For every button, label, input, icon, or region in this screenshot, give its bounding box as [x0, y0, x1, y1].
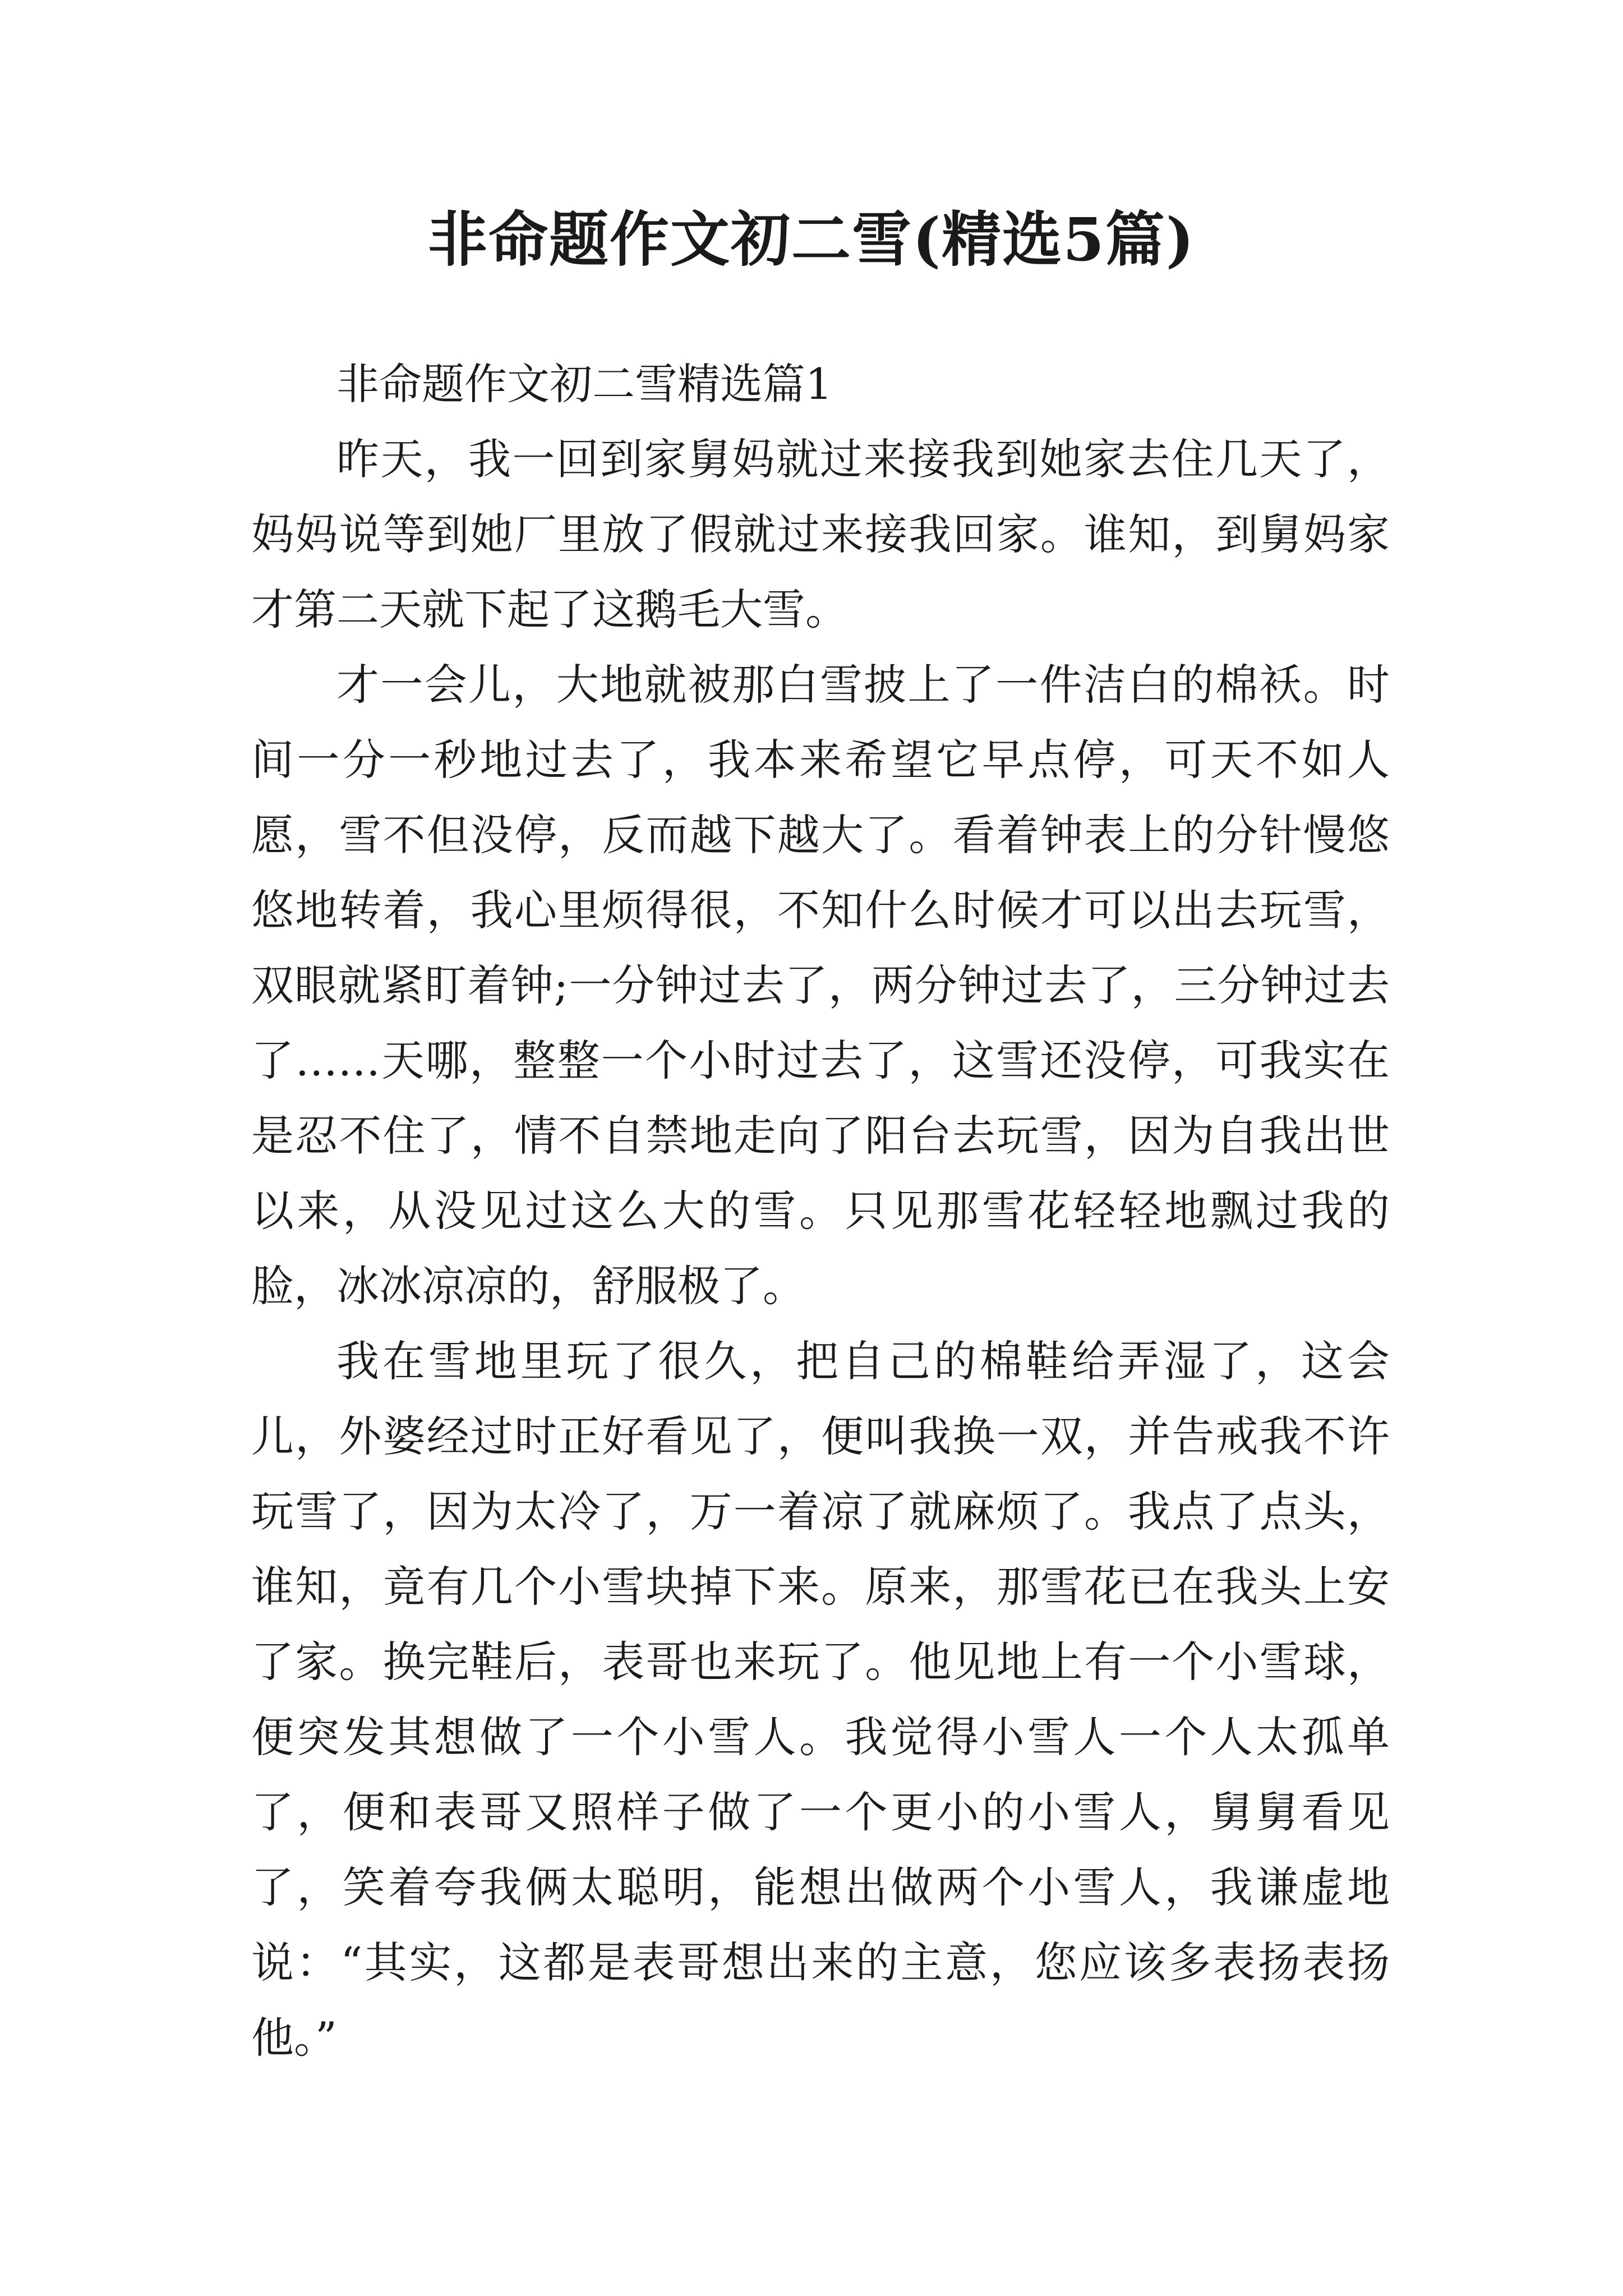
document-title: 非命题作文初二雪(精选5篇)	[427, 204, 1196, 274]
paragraph-3: 我在雪地里玩了很久，把自己的棉鞋给弄湿了，这会儿，外婆经过时正好看见了，便叫我换一双，并告戒我不许玩雪了，因为太冷了，万一着凉了就麻烦了。我点了点头，谁知，竟有几个小雪块掉下来。原来，那雪花已在我头上安了家。换完鞋后，表哥也来玩了。他见地上有一个小雪球，便突发其想做了一个小雪人。我觉得小雪人一个人太孤单了，便和表哥又照样子做了一个更小的小雪人，舅舅看见了，笑着夸我俩太聪明，能想出做两个小雪人，我谦虚地说：“其实，这都是表哥想出来的主意，您应该多表扬表扬他。”	[251, 1336, 1390, 2063]
section-heading: 非命题作文初二雪精选篇1	[336, 359, 833, 409]
document-body	[251, 347, 1390, 2076]
paragraph-1: 昨天，我一回到家舅妈就过来接我到她家去住几天了，妈妈说等到她厂里放了假就过来接我回家。谁知，到舅妈家才第二天就下起了这鹅毛大雪。	[251, 434, 1390, 634]
paragraph-2: 才一会儿，大地就被那白雪披上了一件洁白的棉袄。时间一分一秒地过去了，我本来希望它早点停，可天不如人愿，雪不但没停，反而越下越大了。看着钟表上的分针慢悠悠地转着，我心里烦得很，不知什么时候才可以出去玩雪，双眼就紧盯着钟;一分钟过去了，两分钟过去了，三分钟过去了……天哪，整整一个小时过去了，这雪还没停，可我实在是忍不住了，情不自禁地走向了阳台去玩雪，因为自我出世以来，从没见过这么大的雪。只见那雪花轻轻地飘过我的脸，冰冰凉凉的，舒服极了。	[251, 660, 1390, 1311]
